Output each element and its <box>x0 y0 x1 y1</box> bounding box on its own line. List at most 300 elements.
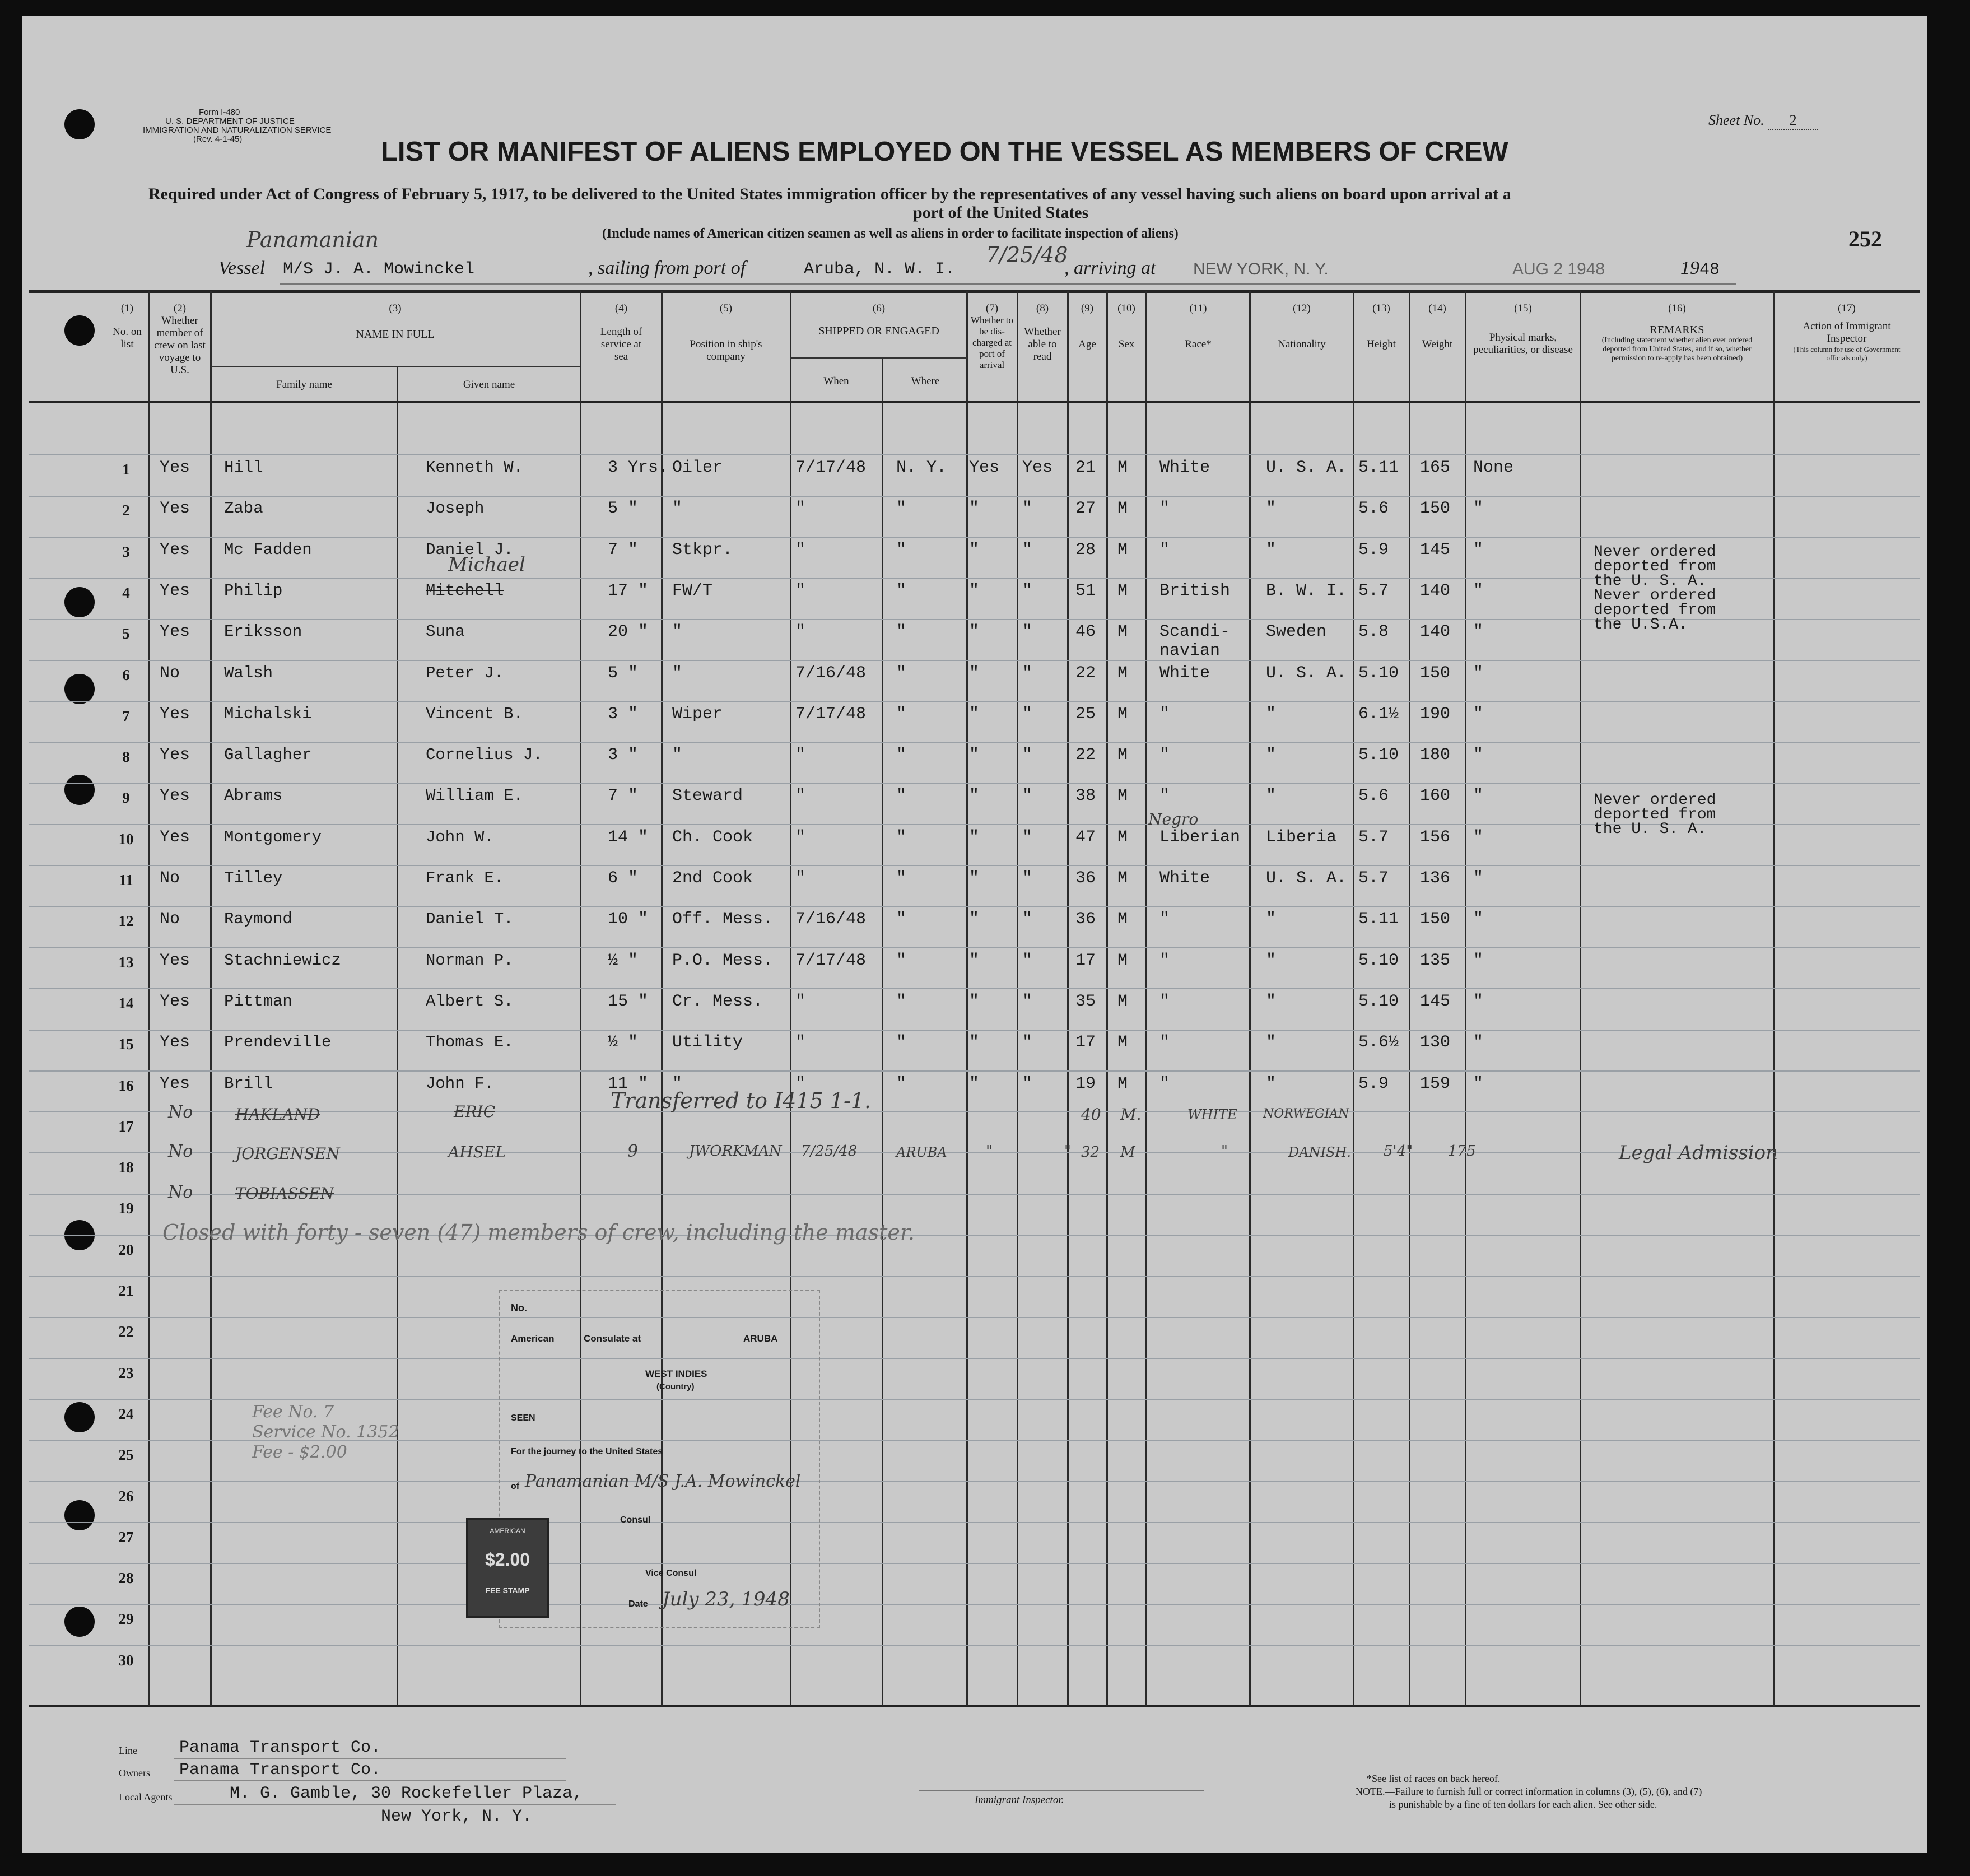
shipped-when-cell: " <box>795 786 806 806</box>
family-name-cell: Prendeville <box>224 1033 332 1051</box>
position-cell: FW/T <box>672 581 713 600</box>
prev-voyage-cell: Yes <box>160 458 190 477</box>
given-name-cell: Kenneth W. <box>426 458 524 477</box>
given-name-cell: William E. <box>426 786 524 805</box>
punch-hole <box>64 674 95 704</box>
row-number: 16 <box>118 1077 134 1094</box>
col-title: Length of service at sea <box>600 326 642 362</box>
col-number: (4) <box>614 302 628 314</box>
row-rule <box>29 1358 1920 1359</box>
discharged-cell: Yes <box>969 458 1000 477</box>
height-cell: 5.10 <box>1358 992 1399 1011</box>
col-rule <box>1773 291 1775 1706</box>
able-to-read-cell: " <box>1022 746 1033 765</box>
shipped-where-cell: " <box>896 910 907 929</box>
row-rule <box>29 1317 1920 1318</box>
footer-agents-value-2: New York, N. Y. <box>381 1807 533 1826</box>
footer-owners-label: Owners <box>119 1767 150 1779</box>
col-rule <box>397 366 398 1706</box>
prev-voyage-cell: Yes <box>160 828 190 847</box>
position-cell: Stkpr. <box>672 541 733 560</box>
position-cell: Cr. Mess. <box>672 992 763 1011</box>
weight-cell: 135 <box>1420 951 1451 970</box>
footer-line-label: Line <box>119 1745 137 1756</box>
discharged-cell: " <box>969 910 980 929</box>
table-header-bottom <box>29 401 1920 403</box>
service-cell: 20 " <box>608 622 649 641</box>
col-number: (2) <box>173 302 187 314</box>
shipped-where-cell: " <box>896 746 907 765</box>
position-cell: Off. Mess. <box>672 910 774 929</box>
physical-marks-cell: " <box>1473 705 1484 724</box>
row-number: 7 <box>122 707 130 724</box>
sex-cell: M <box>1117 1033 1128 1052</box>
hand-row-18-position: JWORKMAN <box>689 1143 782 1160</box>
shipped-where-cell: " <box>896 1074 907 1093</box>
row-rule <box>29 1645 1920 1646</box>
year-field <box>1680 258 1720 280</box>
stamp-country: WEST INDIES <box>645 1368 707 1379</box>
inspector-signature-line <box>919 1790 1204 1791</box>
sex-cell: M <box>1117 705 1128 724</box>
row-number: 20 <box>118 1241 134 1258</box>
service-cell: 5 " <box>608 499 639 518</box>
service-cell: 6 " <box>608 869 639 888</box>
discharged-cell: " <box>969 541 980 560</box>
able-to-read-cell: " <box>1022 869 1033 888</box>
weight-cell: 165 <box>1420 458 1451 477</box>
col-number: (13) <box>1372 302 1390 314</box>
arrival-stamp: AUG 2 1948 <box>1512 260 1605 278</box>
col-number: (12) <box>1293 302 1311 314</box>
able-to-read-cell: " <box>1022 541 1033 560</box>
row-number: 19 <box>118 1200 134 1217</box>
row-number: 27 <box>118 1529 134 1546</box>
service-cell: 11 " <box>608 1074 649 1093</box>
col-header-13 <box>1354 302 1408 351</box>
shipped-subheader-rule <box>790 357 967 359</box>
col-number: (16) <box>1668 302 1686 314</box>
service-cell: ½ " <box>608 951 639 970</box>
subtitle-line-3: (Include names of American citizen seamen as well as aliens in order to facilitate inspection of aliens) <box>602 226 1179 241</box>
col-number: (17) <box>1838 302 1856 314</box>
age-cell: 21 <box>1075 458 1096 477</box>
stamp-of: of <box>511 1482 520 1491</box>
shipped-when-cell: 7/17/48 <box>795 705 867 724</box>
able-to-read-cell: " <box>1022 499 1033 518</box>
nationality-cell: Liberia <box>1266 828 1337 847</box>
sheet-number: 2 <box>1768 112 1818 130</box>
age-cell: 17 <box>1075 951 1096 970</box>
sex-cell: M <box>1117 828 1128 847</box>
vessel-name: M/S J. A. Mowinckel <box>283 260 475 279</box>
family-name-cell: Walsh <box>224 664 273 682</box>
service-cell: 7 " <box>608 541 639 560</box>
height-cell: 5.6 <box>1358 499 1389 518</box>
row-rule <box>29 906 1920 907</box>
hand-row-18-weight: 175 <box>1448 1143 1476 1160</box>
hand-row-17-sex: M. <box>1120 1105 1142 1124</box>
row-number: 10 <box>118 831 134 848</box>
position-cell: Ch. Cook <box>672 828 753 847</box>
height-cell: 5.7 <box>1358 828 1389 847</box>
age-cell: 47 <box>1075 828 1096 847</box>
height-cell: 5.10 <box>1358 746 1399 765</box>
sex-cell: M <box>1117 581 1128 600</box>
remark-row-5: Never ordered deported from the U.S.A. <box>1594 587 1716 634</box>
position-cell: Oiler <box>672 458 723 477</box>
row-rule <box>29 1276 1920 1277</box>
row-rule <box>29 1563 1920 1564</box>
sex-cell: M <box>1117 910 1128 929</box>
given-name-cell: Daniel T. <box>426 910 514 928</box>
arriving-port: NEW YORK, N. Y. <box>1193 260 1329 278</box>
stamp-journey: For the journey to the United States <box>511 1447 663 1456</box>
vessel-underline <box>280 283 1736 285</box>
discharged-cell: " <box>969 581 980 600</box>
family-name-cell: Brill <box>224 1074 273 1093</box>
col-header-15 <box>1466 302 1580 356</box>
col-number: (14) <box>1428 302 1446 314</box>
punch-hole <box>64 775 95 805</box>
col-rule <box>1580 291 1581 1706</box>
col-rule <box>1409 291 1410 1706</box>
family-name-cell: Tilley <box>224 869 283 887</box>
prev-voyage-cell: Yes <box>160 1074 190 1093</box>
age-cell: 46 <box>1075 622 1096 641</box>
race-cell: " <box>1159 786 1170 806</box>
punch-hole <box>64 1607 95 1637</box>
row-rule <box>29 742 1920 743</box>
fee-stamp-top: AMERICAN <box>490 1527 525 1535</box>
row-number: 17 <box>118 1118 134 1135</box>
given-name-cell: Joseph <box>426 499 485 518</box>
col-header-16 <box>1581 302 1773 363</box>
age-cell: 35 <box>1075 992 1096 1011</box>
punch-hole <box>64 587 95 617</box>
row-rule <box>29 1522 1920 1523</box>
sailing-label: , sailing from port of <box>588 258 746 278</box>
col-title: Physical marks, peculiarities, or disease <box>1473 332 1573 356</box>
race-cell: " <box>1159 951 1170 970</box>
height-cell: 5.11 <box>1358 458 1399 477</box>
nationality-cell: U. S. A. <box>1266 458 1347 477</box>
sex-cell: M <box>1117 622 1128 641</box>
col-rule <box>1067 291 1069 1706</box>
race-correction: Negro <box>1148 810 1199 828</box>
row-number: 26 <box>118 1488 134 1505</box>
col-title: Height <box>1367 338 1396 350</box>
col-number: (9) <box>1081 302 1094 314</box>
race-cell: " <box>1159 992 1170 1011</box>
punch-hole <box>64 109 95 139</box>
shipped-when-cell: " <box>795 869 806 888</box>
col-title: SHIPPED OR ENGAGED <box>818 325 939 337</box>
age-cell: 22 <box>1075 664 1096 683</box>
nationality-cell: " <box>1266 951 1277 970</box>
able-to-read-cell: " <box>1022 664 1033 683</box>
prev-voyage-cell: No <box>160 869 180 888</box>
col-title: Whether to be dis-charged at port of arrival <box>971 315 1013 370</box>
shipped-where-cell: " <box>896 828 907 847</box>
able-to-read-cell: " <box>1022 951 1033 970</box>
footer-owners-value: Panama Transport Co. <box>179 1761 381 1780</box>
col-rule <box>882 357 883 1706</box>
hand-row-18-prev: No <box>168 1142 193 1161</box>
able-to-read-cell: " <box>1022 828 1033 847</box>
discharged-cell: " <box>969 951 980 970</box>
shipped-when-cell: " <box>795 622 806 641</box>
weight-cell: 160 <box>1420 786 1451 806</box>
col-title: Position in ship's company <box>690 338 762 362</box>
row-number: 30 <box>118 1652 134 1669</box>
shipped-where-cell: " <box>896 869 907 888</box>
row-number: 8 <box>122 748 130 765</box>
col-subtitle: (This column for use of Government officials only) <box>1793 345 1901 362</box>
row-number: 1 <box>122 461 130 478</box>
nationality-cell: " <box>1266 705 1277 724</box>
discharged-cell: " <box>969 705 980 724</box>
hand-row-18-discharged: " <box>986 1143 993 1160</box>
prev-voyage-cell: Yes <box>160 1033 190 1052</box>
form-number: Form I-480 <box>199 108 240 117</box>
family-name-cell: Hill <box>224 458 263 477</box>
col-rule <box>1249 291 1251 1706</box>
col-header-6a: When <box>823 375 849 387</box>
service-cell: ½ " <box>608 1033 639 1052</box>
row-number: 15 <box>118 1036 134 1053</box>
service-cell: 15 " <box>608 992 649 1011</box>
table-bottom-border <box>29 1705 1920 1707</box>
stamp-american: American <box>511 1333 555 1344</box>
hand-row-18-when: 7/25/48 <box>801 1143 858 1160</box>
service-cell: 3 " <box>608 705 639 724</box>
race-cell: " <box>1159 499 1170 518</box>
sex-cell: M <box>1117 786 1128 806</box>
discharged-cell: " <box>969 1033 980 1052</box>
col-title: Age <box>1078 338 1096 350</box>
race-cell: " <box>1159 910 1170 929</box>
discharged-cell: " <box>969 664 980 683</box>
sheet-label: Sheet No. <box>1708 112 1764 128</box>
sex-cell: M <box>1117 1074 1128 1093</box>
shipped-where-cell: N. Y. <box>896 458 947 477</box>
footer-note-3: is punishable by a fine of ten dollars for each alien. See other side. <box>1389 1799 1657 1810</box>
service-cell: 10 " <box>608 910 649 929</box>
race-cell: Liberian <box>1159 828 1241 847</box>
family-name-cell: Zaba <box>224 499 263 518</box>
race-cell: " <box>1159 705 1170 724</box>
physical-marks-cell: " <box>1473 910 1484 929</box>
hand-row-17-given: ERIC <box>454 1102 496 1121</box>
hand-row-19-prev: No <box>168 1183 193 1202</box>
service-cell: 5 " <box>608 664 639 683</box>
weight-cell: 159 <box>1420 1074 1451 1093</box>
department: U. S. DEPARTMENT OF JUSTICE <box>165 117 295 126</box>
row-rule <box>29 783 1920 784</box>
remark-row-10: Never ordered deported from the U. S. A. <box>1594 792 1716 838</box>
family-name-cell: Raymond <box>224 910 292 928</box>
hand-row-17-family: HAKLAND <box>235 1105 320 1124</box>
given-name-cell: John W. <box>426 828 494 846</box>
able-to-read-cell: " <box>1022 1074 1033 1093</box>
weight-cell: 145 <box>1420 541 1451 560</box>
family-name-cell: Philip <box>224 581 283 600</box>
family-name-cell: Eriksson <box>224 622 302 641</box>
row-number: 29 <box>118 1610 134 1627</box>
col-title: Race* <box>1185 338 1212 350</box>
prev-voyage-cell: Yes <box>160 541 190 560</box>
discharged-cell: " <box>969 786 980 806</box>
footer-agents-label: Local Agents <box>119 1791 173 1803</box>
table-top-border <box>29 290 1920 293</box>
col-number: (6) <box>872 302 886 314</box>
sex-cell: M <box>1117 664 1128 683</box>
position-cell: 2nd Cook <box>672 869 753 888</box>
row-rule <box>29 988 1920 989</box>
physical-marks-cell: None <box>1473 458 1514 477</box>
family-name-cell: Montgomery <box>224 828 322 846</box>
given-name-cell: Vincent B. <box>426 705 524 723</box>
shipped-when-cell: " <box>795 992 806 1011</box>
age-cell: 27 <box>1075 499 1096 518</box>
hand-row-17-prev: No <box>168 1102 193 1122</box>
discharged-cell: " <box>969 1074 980 1093</box>
sex-cell: M <box>1117 499 1128 518</box>
col-title: Action of Immigrant Inspector <box>1803 320 1891 345</box>
form-revision: (Rev. 4-1-45) <box>193 134 243 144</box>
row-number: 11 <box>119 872 133 888</box>
race-cell: Scandi- <box>1159 622 1231 641</box>
position-cell: P.O. Mess. <box>672 951 774 970</box>
physical-marks-cell: " <box>1473 992 1484 1011</box>
height-cell: 5.10 <box>1358 951 1399 970</box>
col-number: (5) <box>719 302 733 314</box>
given-name-cell: Peter J. <box>426 664 504 682</box>
footer-underline <box>174 1780 566 1781</box>
closing-note: Closed with forty - seven (47) members of crew, including the master. <box>162 1220 915 1245</box>
hand-row-19-family: TOBIASSEN <box>235 1184 334 1203</box>
race-cell: " <box>1159 1074 1170 1093</box>
age-cell: 25 <box>1075 705 1096 724</box>
shipped-where-cell: " <box>896 951 907 970</box>
weight-cell: 140 <box>1420 622 1451 641</box>
col-header-3a: Family name <box>276 379 332 390</box>
row-number: 22 <box>118 1323 134 1340</box>
nationality-cell: " <box>1266 910 1277 929</box>
given-name-cell: Cornelius J. <box>426 746 543 764</box>
vessel-line <box>218 258 265 279</box>
position-cell: " <box>672 746 683 765</box>
nationality-cell: " <box>1266 499 1277 518</box>
shipped-when-cell: " <box>795 1074 806 1093</box>
col-number: (7) <box>985 302 999 314</box>
shipped-when-cell: 7/17/48 <box>795 951 867 970</box>
discharged-cell: " <box>969 992 980 1011</box>
row-rule <box>29 1070 1920 1072</box>
able-to-read-cell: " <box>1022 705 1033 724</box>
physical-marks-cell: " <box>1473 828 1484 847</box>
sex-cell: M <box>1117 869 1128 888</box>
stamp-vice-consul: Vice Consul <box>645 1568 697 1578</box>
shipped-where-cell: " <box>896 786 907 806</box>
given-name-cell: Norman P. <box>426 951 514 970</box>
height-cell: 5.9 <box>1358 1074 1389 1093</box>
prev-voyage-cell: Yes <box>160 746 190 765</box>
col-header-11 <box>1147 302 1249 351</box>
row-rule <box>29 660 1920 661</box>
hand-row-18-where: ARUBA <box>896 1144 947 1160</box>
row-rule <box>29 701 1920 702</box>
race-cell: White <box>1159 869 1210 888</box>
hand-row-18-service: 9 <box>627 1142 639 1161</box>
stamp-of-value: Panamanian M/S J.A. Mowinckel <box>525 1472 801 1491</box>
physical-marks-cell: " <box>1473 1033 1484 1052</box>
stamp-country-label: (Country) <box>656 1382 695 1391</box>
sex-cell: M <box>1117 746 1128 765</box>
nationality-cell: " <box>1266 786 1277 806</box>
discharged-cell: " <box>969 746 980 765</box>
nationality-cell: U. S. A. <box>1266 869 1347 888</box>
able-to-read-cell: " <box>1022 622 1033 641</box>
height-cell: 5.9 <box>1358 541 1389 560</box>
stamp-consulate-place: ARUBA <box>743 1333 778 1344</box>
discharged-cell: " <box>969 869 980 888</box>
service-cell: 3 " <box>608 746 639 765</box>
col-header-4 <box>581 302 661 363</box>
row-number: 3 <box>122 543 130 560</box>
subtitle-line-1: Required under Act of Congress of February 5, 1917, to be delivered to the United States immigration officer by the representatives of any vessel having such aliens on board upon arrival at a <box>148 185 1511 203</box>
family-name-cell: Michalski <box>224 705 312 723</box>
given-name-cell: Mitchell <box>426 581 504 600</box>
col-rule <box>1145 291 1147 1706</box>
fee-stamp-label: FEE STAMP <box>485 1586 530 1595</box>
col-header-7 <box>968 302 1016 371</box>
col-header-1 <box>105 302 149 351</box>
row-rule <box>29 1030 1920 1031</box>
able-to-read-cell: " <box>1022 1033 1033 1052</box>
stamp-seen: SEEN <box>511 1413 535 1423</box>
height-cell: 5.11 <box>1358 910 1399 929</box>
page-number: 252 <box>1848 226 1882 252</box>
row-number: 18 <box>118 1159 134 1176</box>
punch-hole <box>64 1402 95 1432</box>
physical-marks-cell: " <box>1473 622 1484 641</box>
form-id-block <box>132 108 331 144</box>
shipped-where-cell: " <box>896 541 907 560</box>
row-number: 25 <box>118 1446 134 1463</box>
position-cell: Utility <box>672 1033 743 1052</box>
shipped-when-cell: " <box>795 499 806 518</box>
name-subheader-rule <box>211 366 580 367</box>
weight-cell: 156 <box>1420 828 1451 847</box>
shipped-where-cell: " <box>896 705 907 724</box>
shipped-where-cell: " <box>896 992 907 1011</box>
given-name-cell: Frank E. <box>426 869 504 887</box>
nationality-cell: " <box>1266 746 1277 765</box>
physical-marks-cell: " <box>1473 786 1484 806</box>
row-rule <box>29 1481 1920 1482</box>
discharged-cell: " <box>969 828 980 847</box>
col-header-3 <box>212 302 579 341</box>
shipped-when-cell: 7/16/48 <box>795 910 867 929</box>
col-number: (8) <box>1036 302 1049 314</box>
consular-stamp <box>485 1290 820 1628</box>
hand-row-17-age: 40 <box>1081 1105 1101 1124</box>
row-rule <box>29 496 1920 497</box>
position-cell: " <box>672 499 683 518</box>
footer-underline <box>174 1758 566 1759</box>
